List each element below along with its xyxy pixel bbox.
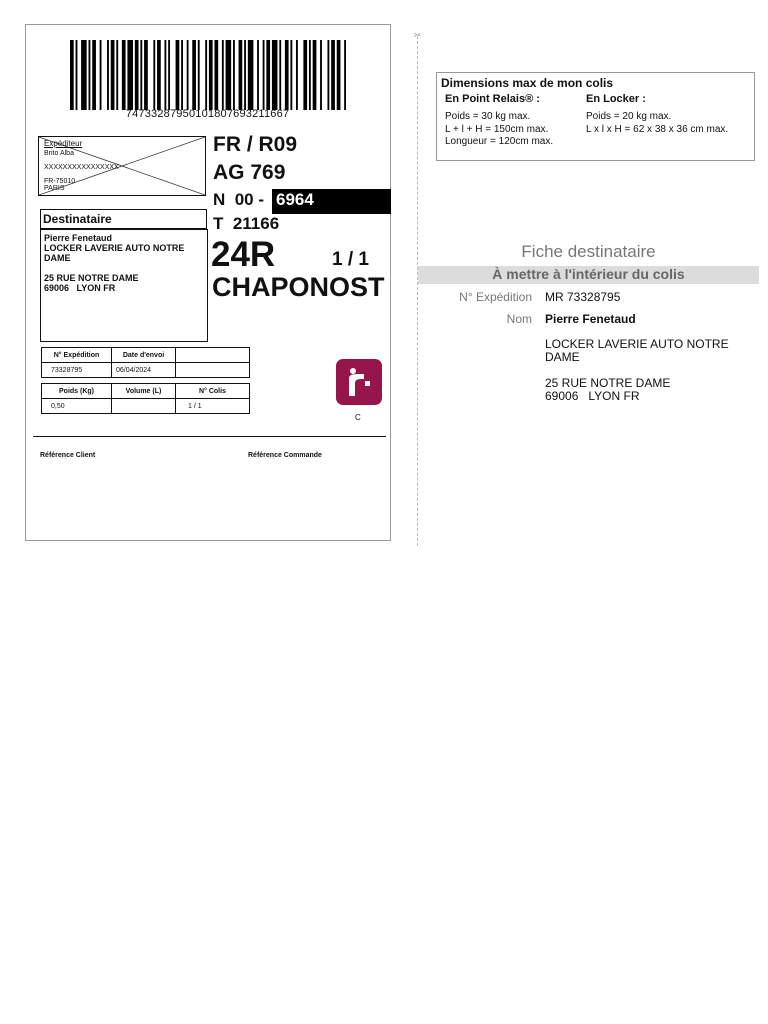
relay-title: En Point Relais® : xyxy=(445,93,540,105)
shipment-empty xyxy=(176,363,250,378)
barcode-bar xyxy=(233,40,235,110)
fiche-city: 69006 LYON FR xyxy=(545,389,640,403)
sender-name: Brito Alba xyxy=(44,150,74,157)
fiche-nom-label: Nom xyxy=(506,312,532,326)
barcode-bar xyxy=(226,40,232,110)
barcode-bar xyxy=(290,40,292,110)
barcode-bar xyxy=(320,40,322,110)
barcode-bar xyxy=(122,40,126,110)
barcode-bar xyxy=(164,40,166,110)
sender-postal: FR-75010 xyxy=(44,178,76,185)
barcode-bar xyxy=(263,40,265,110)
barcode-bar xyxy=(76,40,78,110)
relay-limit-weight: Poids = 30 kg max. xyxy=(445,111,531,122)
cut-line xyxy=(417,36,418,546)
barcode-bar xyxy=(279,40,281,110)
shipment-number: 73328795 xyxy=(42,363,112,378)
barcode-bar xyxy=(100,40,102,110)
recipient-name: Pierre Fenetaud xyxy=(44,233,113,243)
barcode-bar xyxy=(157,40,161,110)
relay-limit-sum: L + l + H = 150cm max. xyxy=(445,123,549,135)
barcode-bar xyxy=(135,40,139,110)
recipient-city: 69006 LYON FR xyxy=(44,283,116,293)
n-code-highlight: 6964 xyxy=(276,190,314,209)
parcel-count: 1 / 1 xyxy=(332,249,369,270)
barcode-bar xyxy=(116,40,118,110)
parcel-header-weight: Poids (Kg) xyxy=(42,384,112,399)
parcel-volume xyxy=(112,399,176,414)
barcode-bar xyxy=(214,40,218,110)
barcode-bar xyxy=(92,40,96,110)
parcel-count-value: 1 / 1 xyxy=(176,399,250,414)
barcode-bar xyxy=(187,40,189,110)
barcode-bar xyxy=(153,40,155,110)
barcode-bar xyxy=(285,40,289,110)
sort-code: 24R xyxy=(211,235,276,274)
parcel-weight: 0,50 xyxy=(42,399,112,414)
barcode-bar xyxy=(176,40,180,110)
relay-limits xyxy=(445,111,553,149)
fiche-street: 25 RUE NOTRE DAME xyxy=(545,376,671,390)
t-code: T 21166 xyxy=(213,214,280,233)
shipment-header-number: N° Expédition xyxy=(42,348,112,363)
barcode-bar xyxy=(192,40,196,110)
parcel-table xyxy=(41,383,250,414)
fiche-title: Fiche destinataire xyxy=(521,242,656,261)
reference-divider xyxy=(33,436,386,437)
country-relay: FR / R09 xyxy=(213,133,298,156)
recipient-header: Destinataire xyxy=(40,209,207,229)
locker-title: En Locker : xyxy=(586,93,646,105)
barcode-bar xyxy=(257,40,259,110)
barcode-number: 74733287950101807693211667 xyxy=(125,108,290,120)
recipient-street: 25 RUE NOTRE DAME xyxy=(44,273,139,283)
barcode-bar xyxy=(303,40,307,110)
barcode-bar xyxy=(168,40,170,110)
barcode-bar xyxy=(309,40,311,110)
sender-line2: XXXXXXXXXXXXXXXX xyxy=(44,164,119,171)
barcode-bar xyxy=(248,40,254,110)
barcode-bar xyxy=(127,40,133,110)
barcode-bar xyxy=(327,40,329,110)
shipment-table xyxy=(41,347,250,378)
fiche-nom-value: Pierre Fenetaud xyxy=(545,312,636,326)
barcode xyxy=(70,40,346,110)
scissors-icon: ✂ xyxy=(414,30,422,40)
shipment-header-date: Date d'envoi xyxy=(112,348,176,363)
relais-logo-icon xyxy=(336,359,382,405)
locker-limit-size: L x l x H = 62 x 38 x 36 cm max. xyxy=(586,123,729,135)
barcode-bar xyxy=(181,40,183,110)
fiche-subtitle: À mettre à l'intérieur du colis xyxy=(418,266,759,284)
sender-city: PARIS xyxy=(44,185,65,192)
recipient-address xyxy=(40,229,208,342)
sender-title: Expéditeur xyxy=(44,139,83,148)
sender-box xyxy=(38,136,206,196)
locker-limit-weight: Poids = 20 kg max. xyxy=(586,111,672,122)
locker-limits xyxy=(586,111,728,136)
destination-city: CHAPONOST xyxy=(212,272,385,302)
barcode-bar xyxy=(209,40,213,110)
barcode-bar xyxy=(239,40,243,110)
barcode-bar xyxy=(313,40,317,110)
barcode-bar xyxy=(198,40,200,110)
fiche-exp-value: MR 73328795 xyxy=(545,290,621,304)
n-code-prefix: N 00 - xyxy=(213,190,265,209)
barcode-bar xyxy=(266,40,270,110)
barcode-bar xyxy=(81,40,87,110)
barcode-bar xyxy=(107,40,109,110)
barcode-bar xyxy=(144,40,148,110)
barcode-bar xyxy=(140,40,142,110)
fiche-company: LOCKER LAVERIE AUTO NOTRE DAME xyxy=(545,337,729,364)
shipment-header-empty xyxy=(176,348,250,363)
barcode-bar xyxy=(111,40,115,110)
barcode-bar xyxy=(89,40,91,110)
barcode-bar xyxy=(344,40,346,110)
dimensions-box xyxy=(436,72,755,161)
barcode-bar xyxy=(331,40,335,110)
shipment-date: 06/04/2024 xyxy=(112,363,176,378)
barcode-bar xyxy=(296,40,298,110)
relay-limit-length: Longueur = 120cm max. xyxy=(445,136,554,147)
reference-order: Référence Commande xyxy=(248,452,322,459)
dimensions-title: Dimensions max de mon colis xyxy=(441,76,614,90)
recipient-company: LOCKER LAVERIE AUTO NOTRE DAME xyxy=(44,243,185,263)
agency-code: AG 769 xyxy=(213,161,286,184)
parcel-header-count: N° Colis xyxy=(176,384,250,399)
barcode-bar xyxy=(222,40,224,110)
fiche-exp-label: N° Expédition xyxy=(459,290,532,304)
reference-client: Référence Client xyxy=(40,452,96,459)
barcode-bar xyxy=(244,40,246,110)
barcode-bar xyxy=(70,40,74,110)
barcode-bar xyxy=(272,40,278,110)
barcode-bar xyxy=(337,40,341,110)
logo-caption: C xyxy=(355,413,361,422)
parcel-header-volume: Volume (L) xyxy=(112,384,176,399)
barcode-bar xyxy=(205,40,207,110)
